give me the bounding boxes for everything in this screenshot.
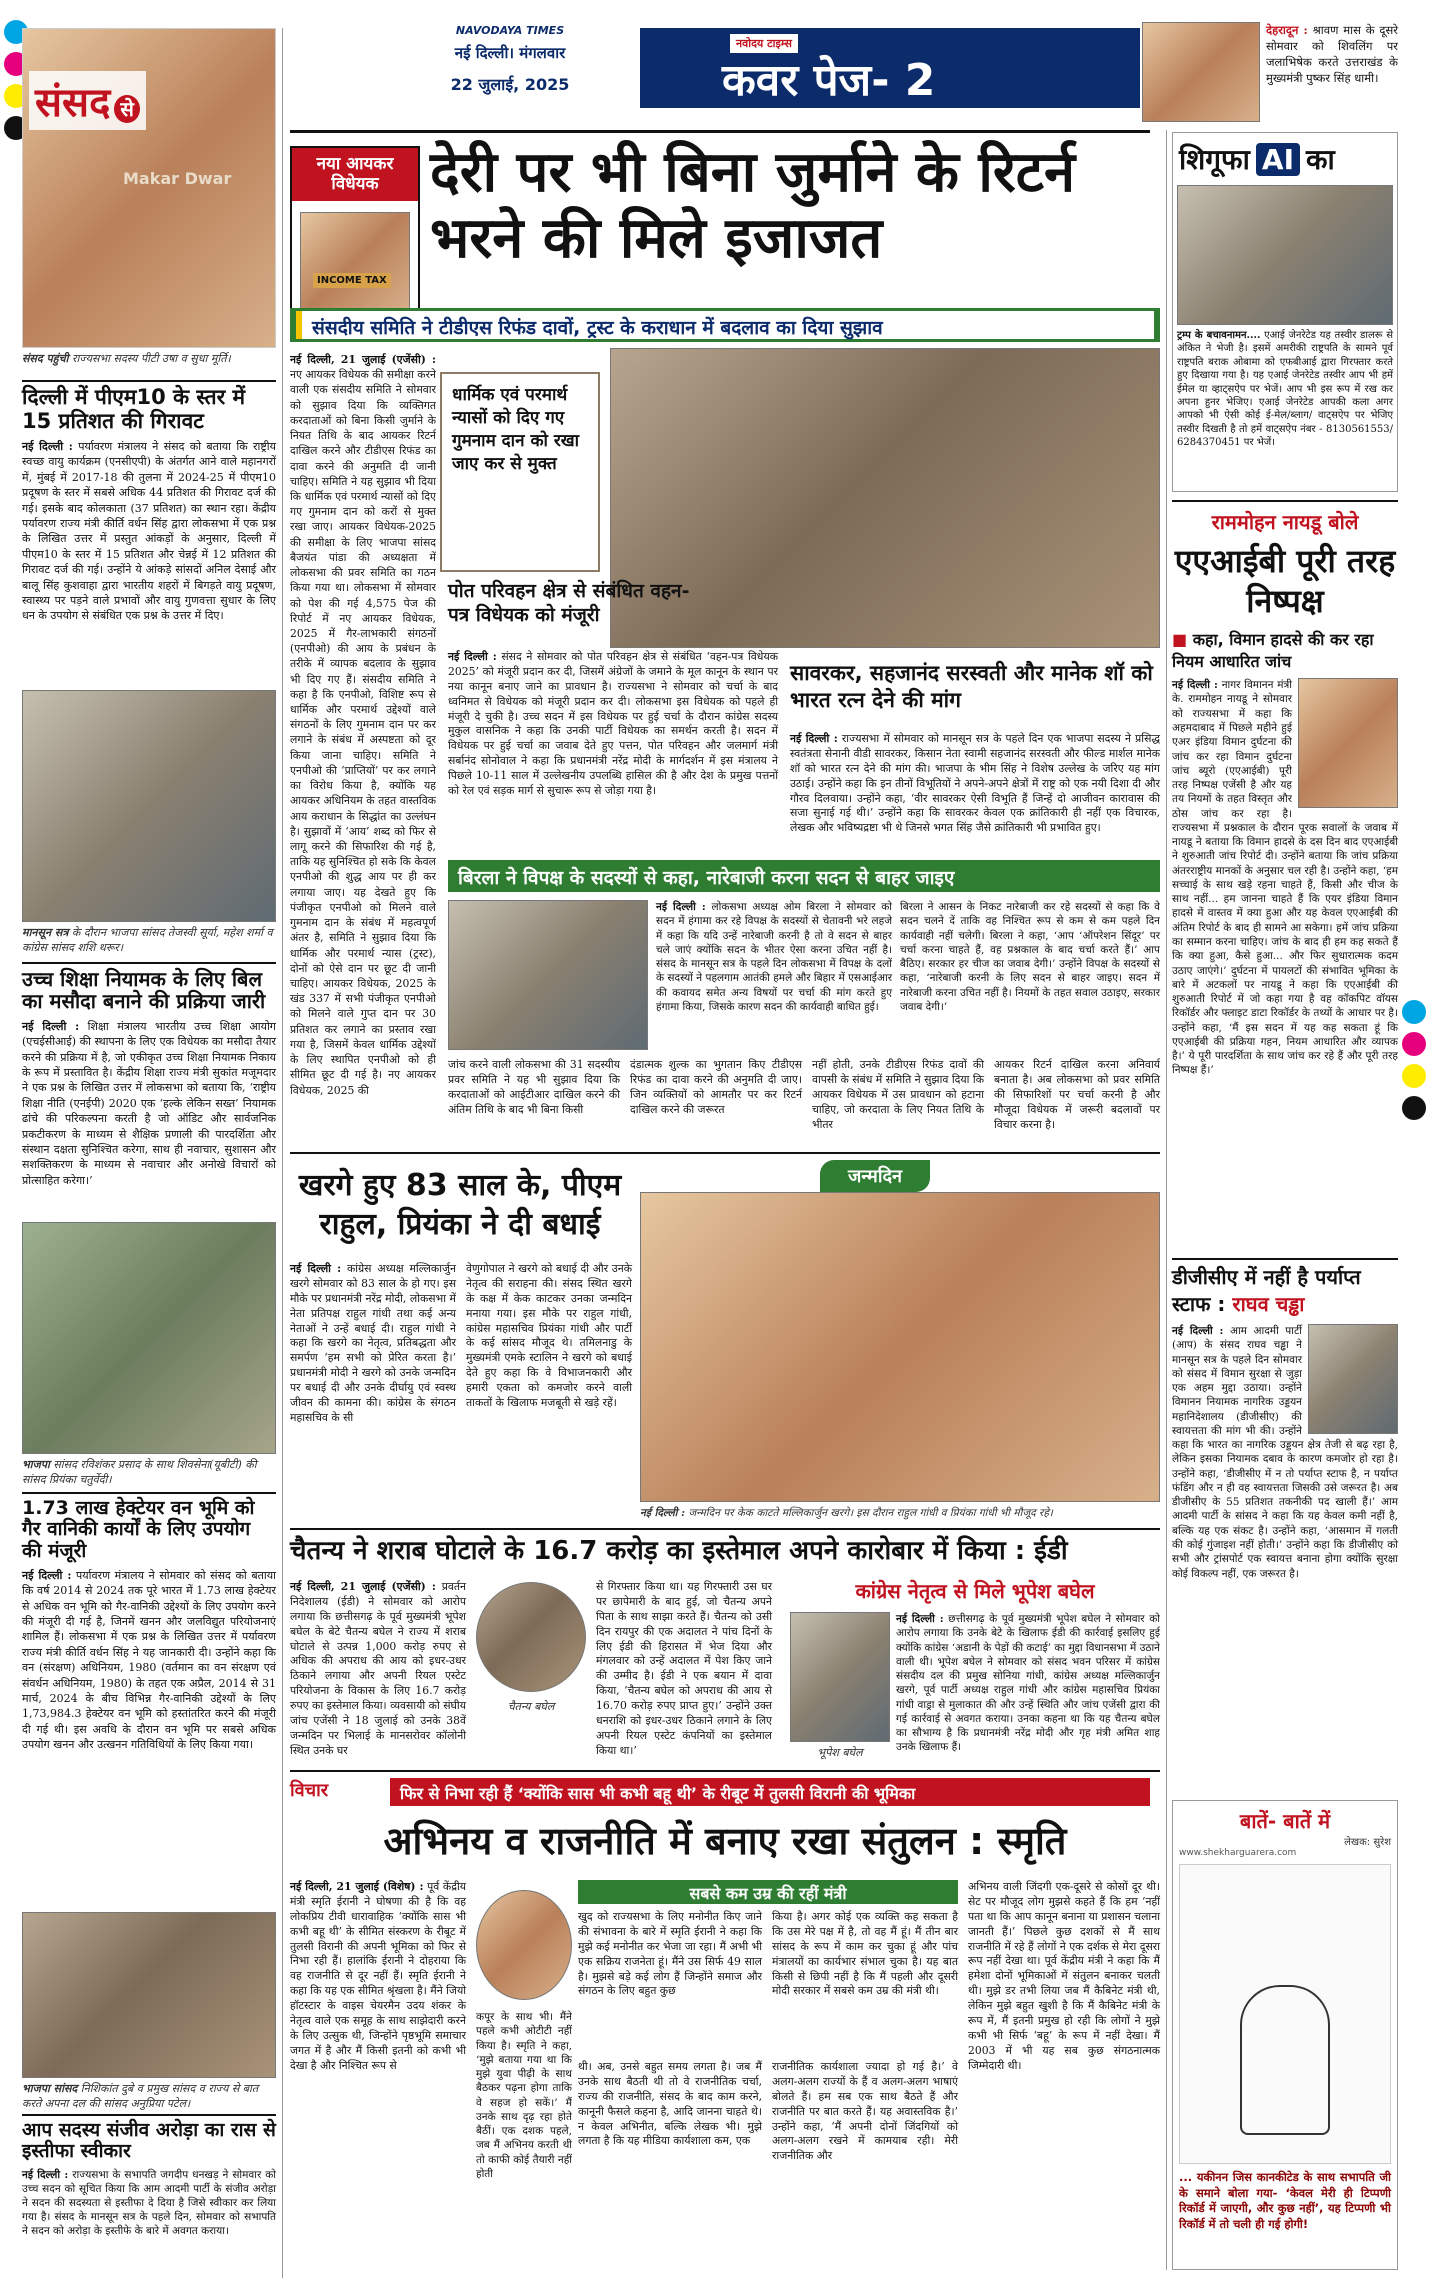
smriti-headline: अभिनय व राजनीति में बनाए रखा संतुलन : स्मृति	[383, 1819, 1067, 1863]
sansad-se-title	[29, 71, 146, 130]
smriti-body-c2	[578, 2060, 762, 2149]
left-photo-2-caption-text: के दौरान भाजपा सांसद तेजस्वी सूर्या, महेश शर्मा व कांग्रेस सांसद शशि थरूर।	[22, 926, 273, 954]
dehradun-body: श्रावण मास के दूसरे सोमवार को शिवलिंग पर जलाभिषेक करते उत्तराखंड के मुख्यमंत्री पुष्कर सिंह धामी।	[1266, 23, 1398, 86]
arora-body	[22, 2168, 276, 2239]
kharge-photo-caption	[640, 1506, 1160, 1520]
shigufa-ai: AI	[1256, 143, 1300, 176]
issue-date: 22 जुलाई, 2025	[450, 75, 570, 94]
birla-dateline: नई दिल्ली :	[656, 901, 706, 913]
cmyk-mark-magenta-right	[1402, 1032, 1426, 1056]
smriti-body-d	[772, 2060, 958, 2164]
right-registration-strip	[1402, 1000, 1426, 1200]
chaitanya-body-a	[290, 1580, 466, 1759]
kharge-headline: खरगे हुए 83 साल के, पीएम राहुल, प्रियंका ने दी बधाई	[298, 1168, 622, 1242]
dehradun-photo	[1142, 22, 1260, 122]
sansad-se-banner	[22, 28, 276, 348]
arora-dateline: नई दिल्ली :	[22, 2168, 69, 2181]
left-photo-caption	[22, 352, 276, 367]
chaitanya-headline: चैतन्य ने शराब घोटाले के 16.7 करोड़ का इस्तेमाल अपने कारोबार में किया : ईडी	[290, 1536, 1068, 1566]
lead-body-column	[290, 352, 436, 1182]
lead-body-text: नए आयकर विधेयक की समीक्षा करने वाली एक संसदीय समिति ने सोमवार को सुझाव दिया कि व्यक्तिगत करदाताओं को बिना किसी जुर्माने के नियत तिथि के बाद आयकर रिटर्न दाखिल करने और टीडीएस रिफंड का दावा करने की अनुमति दी जानी चाहिए। समिति ने यह सुझाव भी दिया कि धार्मिक एवं परमार्थ न्यासों को दिए गए गुमनाम दान को करों से मुक्त रखा जाए। आयकर विधेयक-2025 की समीक्षा के लिए भाजपा सांसद बैजयंत पांडा की अध्यक्षता में लोकसभा की प्रवर समिति का गठन किया गया था। लोकसभा में सोमवार को पेश की गई 4,575 पेज की रिपोर्ट में नए आयकर विधेयक, 2025 में गैर-लाभकारी संगठनों (एनपीओ) की आय के प्रबंधन के तरीके में व्यापक बदलाव के सुझाव भी दिए गए हैं। संसदीय समिति ने कहा है कि एनपीओ, विशिष्ट रूप से धार्मिक और परमार्थ उद्देश्यों वाले संगठनों के लिए गुमनाम दान पर कर लगाने के संबंध में अस्पष्टता को दूर किया जाना चाहिए। समिति ने एनपीओ की ‘प्राप्तियों’ पर कर लगाने का विरोध किया है, क्योंकि यह आयकर अधिनियम के तहत वास्तविक आय कराधान के सिद्धांत का उल्लंघन है। सुझावों में ‘आय’ शब्द को फिर से लागू करने की सिफारिश की गई है, ताकि यह सुनिश्चित हो सके कि केवल एनपीओ की शुद्ध आय पर ही कर लगाया जाए। यह देखते हुए कि पंजीकृत एनपीओ को मिलने वाले गुमनाम दान के संबंध में महत्वपूर्ण अंतर है, समिति ने सुझाव दिया कि धार्मिक और परमार्थ न्यास (ट्रस्ट), दोनों को ऐसे दान पर छूट दी जानी चाहिए। आयकर विधेयक, 2025 के खंड 337 में सभी पंजीकृत एनपीओ को मिलने वाले गुप्त दान पर 30 प्रतिशत कर लगाने का प्रस्ताव रखा गया है, जिसमें केवल धार्मिक उद्देश्यों के लिए स्थापित एनपीओ को ही सीमित छूट दी गई है। नए आयकर विधेयक, 2025 की	[290, 368, 436, 1097]
shigufa-caption	[1173, 325, 1397, 454]
left-photo-4	[22, 1912, 276, 2078]
smriti-photo	[476, 1890, 572, 2000]
kharge-body-b-text: वेणुगोपाल ने खरगे को बधाई दी और उनके नेतृत्व की सराहना की। संसद स्थित खरगे के कक्ष में केक काटकर उनका जन्मदिन मनाया गया। इस मौके पर राहुल गांधी, कांग्रेस महासचिव प्रियंका गांधी और पार्टी के कई सांसद मौजूद थे। तमिलनाडु के मुख्यमंत्री एमके स्टालिन ने खरगे को बधाई देते हुए कहा कि वे विभाजनकारी और हमारी एकता को कमजोर करने वाली ताकतों के खिलाफ मजबूती से खड़े रहें।	[466, 1262, 632, 1410]
lead-cont-1: जांच करने वाली लोकसभा की 31 सदस्यीय प्रवर समिति ने यह भी सुझाव दिया कि करदाताओं को आईटीआर दाखिल करने की अंतिम तिथि के बाद भी बिना किसी	[448, 1058, 620, 1116]
shigufa-ka: का	[1306, 143, 1335, 176]
lead-strap-inner	[296, 311, 1154, 339]
birla-body-b-text: बिरला ने आसन के निकट नारेबाजी कर रहे सदस्यों से कहा कि वे सदन चलने दें ताकि वह निश्चित रूप से कम से कम पहले दिन कार्यवाही नहीं चलेगी। बिरला ने कहा, ‘आप ‘ऑपरेशन सिंदूर’ पर चर्चा करना चाहते हैं, वह प्रश्नकाल के बाद चर्चा करते हैं।’ आप बैठिए। सरकार हर चीज का जवाब देगी।’ उन्होंने विपक्ष के सदस्यों से कहा, ‘नारेबाजी करनी के लिए सदन से बाहर जाइए। सदन में नारेबाजी करना उचित नहीं है। नियमों के तहत सवाल उठाइए, सरकार जवाब देगी।’	[900, 901, 1160, 1013]
kharge-caption-text: जन्मदिन पर केक काटते मल्लिकार्जुन खरगे। इस दौरान राहुल गांधी व प्रियंका गांधी भी मौजूद रहे।	[688, 1507, 1053, 1519]
lead-headline: देरी पर भी बिना जुर्माने के रिटर्न भरने की मिले इजाजत	[430, 140, 1076, 272]
arora-story	[22, 2120, 276, 2238]
smriti-sub-box	[578, 1880, 958, 1904]
birla-body-b	[900, 900, 1160, 1014]
page-label: कवर पेज- 2	[722, 55, 936, 106]
cmyk-mark-black-right	[1402, 1096, 1426, 1120]
vichar-label: विचार	[290, 1780, 329, 1801]
left-photo-4-caption	[22, 2082, 276, 2112]
kharge-top-rule	[290, 1152, 1160, 1154]
shigufa-caption-text: एआई जेनरेटेड यह तस्वीर डालरू से अंकित ने भेजी है। इसमें अमरीकी राष्ट्रपति के सामने पूर्व राष्ट्रपति बराक ओबामा को एफबीआई द्वारा गिरफ्तार करते हुए दिखाया गया है। यह एआई जेनरेटेड तस्वीर आप भी हमें ईमेल या व्हाट्सऐप पर भेजें। आप भी इस रूप में रख कर अपना हुनर भेजिए। एआई जेनरेटेड आपकी कला अगर आपको भी ऐसी कोई ई-मेल/ब्लाग/ वाट्सऐप पर भेजिए तस्वीर दिखती है तो हमें वाट्सऐप नंबर - 8130561553/ 6284370451 पर भेजें।	[1177, 330, 1393, 449]
chaitanya-body-b	[596, 1580, 772, 1759]
birla-bar	[448, 860, 1160, 892]
baatein-title: बातें- बातें में	[1239, 1809, 1331, 1833]
chaitanya-dateline: नई दिल्ली, 21 जुलाई (एजेंसी) :	[290, 1580, 436, 1593]
chadha-story	[1172, 1264, 1398, 1581]
dehradun-text	[1266, 22, 1398, 86]
pm10-headline: दिल्ली में पीएम10 के स्तर में 15 प्रतिशत की गिरावट	[22, 385, 246, 433]
naidu-bullet: ■	[1172, 630, 1193, 649]
left-photo-3-caption-text: सांसद रविशंकर प्रसाद के साथ शिवसेना(यूबीटी) की सांसद प्रियंका चतुर्वेदी।	[22, 1458, 257, 1486]
baghel-body	[896, 1612, 1160, 1755]
lead-dateline: नई दिल्ली, 21 जुलाई (एजेंसी) :	[290, 353, 436, 366]
sansad-word: संसद	[35, 80, 111, 126]
forest-body-text: पर्यावरण मंत्रालय ने सोमवार को संसद को बताया कि वर्ष 2014 से 2024 तक पूरे भारत में 1.73 लाख हेक्टेयर से अधिक वन भूमि को गैर-वानिकी उद्देश्यों के लिए उपयोग करने की मंजूरी दी गई है, जिनमें खनन और जलविद्युत परियोजनाएं शामिल हैं। लोकसभा में एक प्रश्न के लिखित उत्तर में पर्यावरण राज्य मंत्री कीर्ति वर्धन सिंह ने यह जानकारी दी। उन्होंने कहा कि वन (संरक्षण) अधिनियम, 1980 (वर्तमान का वन संरक्षण एवं संवर्धन अधिनियम, 1980) के तहत एक अप्रैल, 2014 से 31 मार्च, 2024 के बीच विभिन्न गैर-वानिकी उद्देश्यों के लिए 1,73,984.3 हेक्टेयर वन भूमि को हस्तांतरित करने की मंजूरी दी गई थी। इस अवधि के दौरान वन भूमि पर सबसे अधिक उपयोग खनन और उत्खनन गतिविधियों के लिए किया गया।	[22, 1568, 276, 1752]
left-photo-2	[22, 690, 276, 922]
arora-body-text: राज्यसभा के सभापति जगदीप धनखड़ ने सोमवार को उच्च सदन को सूचित किया कि आम आदमी पार्टी के संजीव अरोड़ा ने सदन की सदस्यता से इस्तीफा दे दिया है जिसे स्वीकार कर लिया गया है। संसद के मानसून सत्र के पहले दिन, सोमवार को सभापति ने सदन को अरोड़ा के इस्तीफे के बारे में अवगत कराया।	[22, 2168, 276, 2238]
place-day: नई दिल्ली। मंगलवार	[454, 44, 566, 62]
baghel-photo-caption: भूपेश बघेल	[817, 1746, 863, 1759]
baghel-dateline: नई दिल्ली :	[896, 1613, 944, 1625]
bharat-ratna-body-text: राज्यसभा में सोमवार को मानसून सत्र के पहले दिन एक भाजपा सदस्य ने प्रसिद्ध स्वतंत्रता सेनानी वीडी सावरकर, किसान नेता स्वामी सहजानंद सरस्वती और फील्ड मार्शल मानेक शॉ को भारत रत्न देने की मांग की। भाजपा के भीम सिंह ने विशेष उल्लेख के जरिए यह मांग उठाई। उन्होंने कहा कि इन तीनों विभूतियों ने अपने-अपने क्षेत्रों में राष्ट्र को एक नयी दिशा दी और गौरव दिलवाया। उन्होंने कहा, ‘वीर सावरकर ऐसी विभूति हैं जिन्हें दो आजीवन कारावास की सजा सुनाई गई थी।’ उन्होंने कहा कि सावरकर केवल एक क्रांतिकारी ही नहीं एक विचारक, लेखक और भविष्यद्रष्टा भी थे जिनसे भगत सिंह जैसे क्रांतिकारी भी प्रभावित हुए।	[790, 732, 1160, 835]
makar-dwar-sign: Makar Dwar	[123, 169, 232, 188]
baghel-photo	[790, 1612, 890, 1742]
shigufa-box	[1172, 132, 1398, 492]
smriti-body-b2-text: कपूर के साथ भी। मैंने पहले कभी ओटीटी नहीं किया है। स्मृति ने कहा, ‘मुझे बताया गया था कि मुझे युवा पीढ़ी के साथ बैठकर पढ़ना होगा ताकि वे सहज हो सकें।’ मैं उनके साथ दृढ़ रहा होते बैठीं। एक दशक पहले, जब मैं अभिनय करती थी तो काफी कोई तैयारी नहीं होती	[476, 2011, 572, 2180]
ports-body	[448, 650, 778, 799]
higher-edu-body	[22, 1019, 276, 1188]
left-photo-3	[22, 1222, 276, 1454]
naidu-body-text: नागर विमानन मंत्री के. राममोहन नायडू ने सोमवार को राज्यसभा में कहा कि अहमदाबाद में पिछले महीने हुई एअर इंडिया विमान दुर्घटना की जांच कर रहा विमान दुर्घटना जांच ब्यूरो (एएआईबी) पूरी तरह निष्पक्ष एजेंसी है और यह तय नियमों के तहत विस्तृत और ठोस जांच कर रहा है। राज्यसभा में प्रश्नकाल के दौरान पूरक सवालों के जवाब में नायडू ने बताया कि विमान हादसे के दस दिन बाद एएआईबी ने शुरुआती जांच रिपोर्ट दी। उन्होंने बताया कि जांच प्रक्रिया अंतरराष्ट्रीय मानकों के अनुसार चल रही है। उन्होंने कहा, ‘हम सच्चाई के साथ खड़े रहना चाहते हैं, किसी और चीज के साथ नहीं... हम जानना चाहते हैं कि एयर इंडिया विमान हादसे में वास्तव में क्या हुआ और यह केवल एएआईबी की अंतिम रिपोर्ट के बाद ही सामने आ सकेगा। हमें जांच प्रक्रिया का सम्मान करना चाहिए। जांच के बाद ही हम कह सकते हैं कि क्या हुआ, कैसे हुआ... और फिर सुधारात्मक कदम उठाए जाएंगे।’ दुर्घटना में पायलटों की संभावित भूमिका के बारे में अटकलों पर नायडू ने कहा कि एएआईबी की शुरुआती रिपोर्ट में जो कहा गया है वह कॉकपिट वॉयस रिकॉर्डर और फ्लाइट डाटा रिकॉर्डर के तथ्यों के आधार पर है। उन्होंने कहा, ‘मैं इस सदन में यह कह सकता हूं कि एएआईबी की प्रक्रिया गहन, नियम आधारित और व्यापक है।’ ये पूरी पारदर्शिता के साथ जांच कर रहे हैं और पूरी तरह निष्पक्ष हैं।’	[1172, 679, 1398, 1077]
lead-cont-4: आयकर रिटर्न दाखिल करना अनिवार्य बनाता है। अब लोकसभा को प्रवर समिति की सिफारिशों पर चर्चा करनी है और मौजूदा विधेयक में जरूरी बदलावों पर विचार करना है।	[994, 1058, 1160, 1131]
higher-edu-body-text: शिक्षा मंत्रालय भारतीय उच्च शिक्षा आयोग (एचईसीआई) की स्थापना के लिए एक विधेयक का मसौदा तैयार करने की प्रक्रिया में है, जो एकीकृत उच्च शिक्षा नियामक निकाय के रूप में प्रस्तावित है। केंद्रीय शिक्षा राज्य मंत्री सुकांत मजूमदार ने एक प्रश्न के लिखित उत्तर में लोकसभा को बताया कि, ‘राष्ट्रीय शिक्षा नीति (एनईपी) 2020 एक ‘हल्के लेकिन सख्त’ नियामक ढांचे की परिकल्पना करती है जो ऑडिट और सार्वजनिक प्रकटीकरण के माध्यम से शैक्षिक प्रणाली की पारदर्शिता और संस्थान दक्षता सुनिश्चित करेगा, साथ ही नवाचार, सुशासन और सशक्तिकरण के माध्यम से नवाचार और अनोखे विचारों को प्रोत्साहित करेगा।’	[22, 1019, 276, 1187]
baghel-headline: कांग्रेस नेतृत्व से मिले भूपेश बघेल	[855, 1579, 1095, 1603]
chaitanya-body-b-text: से गिरफ्तार किया था। यह गिरफ्तारी उस घर पर छापेमारी के बाद हुई, जो चैतन्य अपने पिता के साथ साझा करते हैं। चैतन्य को उसी दिन रायपुर की एक अदालत ने पांच दिनों के लिए ईडी की हिरासत में भेज दिया और मंगलवार को उन्हें अदालत में पेश किए जाने की उम्मीद है। ईडी ने एक बयान में दावा किया, ‘चैतन्य बघेल को अपराध की आय से 16.70 करोड़ रुपए प्राप्त हुए।’ उन्होंने उक्त धनराशि को इधर-उधर ठिकाने लगाने के लिए अपनी रियल एस्टेट कंपनियों का इस्तेमाल किया था।’	[596, 1580, 772, 1757]
smriti-top-rule	[290, 1770, 1160, 1772]
baatein-url: www.shekharguarera.com	[1179, 1848, 1297, 1858]
kharge-dateline: नई दिल्ली :	[290, 1262, 342, 1275]
cmyk-mark-yellow-right	[1402, 1064, 1426, 1088]
lead-quote-text: धार्मिक एवं परमार्थ न्यासों को दिए गए गुमनाम दान को रखा जाए कर से मुक्त	[452, 385, 580, 474]
lead-top-rule	[290, 130, 1150, 133]
naidu-top-rule	[1172, 500, 1398, 502]
smriti-body-a-text: पूर्व केंद्रीय मंत्री स्मृति ईरानी ने घोषणा की है कि वह लोकप्रिय टीवी धारावाहिक ‘क्योंकि सास भी कभी बहू थी’ के सीमित संस्करण के रीबूट में तुलसी विरानी की अपनी भूमिका को फिर से निभा रही हैं। हालांकि ईरानी ने दोहराया कि वह राजनीति से दूर नहीं हैं। स्मृति ईरानी ने कहा कि यह एक सीमित श्रृंखला है। मैंने जियो हॉटस्टार के वाइस चेयरमैन उदय शंकर के नेतृत्व वाले एक समूह के साथ साझेदारी करने के लिए उत्सुक थी, जिन्होंने पृष्ठभूमि समाचार जगत में है और मैं किसी इतनी को कभी भी देखा है और निश्चित रूप से	[290, 1880, 467, 2072]
smriti-body-c2-text: थी। अब, उनसे बहुत समय लगता है। जब मैं उनके साथ बैठती थी तो वे राजनीतिक चर्चा, राज्य की राजनीति, संसद के बाद काम करने, कानूनी फैसले कहना है, आदि जानना चाहते थे। न केवल अभिनीत, बल्कि लेखक भी। मुझे लगता है कि यह मीडिया कार्यशाला कम, एक	[578, 2060, 762, 2148]
chadha-photo	[1308, 1324, 1398, 1434]
lead-tag-line2: विधेयक	[331, 174, 379, 195]
left-rule-3	[22, 1492, 276, 1494]
forest-dateline: नई दिल्ली :	[22, 1568, 72, 1582]
janmdin-tag	[820, 1160, 930, 1192]
birla-body-a-text: लोकसभा अध्यक्ष ओम बिरला ने सोमवार को सदन में हंगामा कर रहे विपक्ष के सदस्यों से चेतावनी भरे लहजे में कहा कि यदि उन्हें नारेबाजी करनी है तो वे सदन से बाहर चले जाएं क्योंकि सदन के भीतर ऐसा करना उचित नहीं है। संसद के मानसून सत्र के पहले दिन लोकसभा में विपक्ष के दलों के सदस्यों ने पहलगाम आतंकी हमले और बिहार में एसआईआर की कवायद समेत अन्य विषयों पर चर्चा की मांग करते हुए हंगामा किया, जिसके कारण सदन की कार्यवाही बाधित हुई।	[656, 901, 892, 1013]
shigufa-label: शिगूफा	[1179, 143, 1250, 176]
chadha-dateline: नई दिल्ली :	[1172, 1325, 1224, 1337]
dehradun-box	[1142, 22, 1398, 122]
income-tax-label: INCOME TAX	[313, 273, 391, 288]
lead-tag	[292, 148, 418, 201]
smriti-body-e-text: अभिनय वाली जिंदगी एक-दूसरे से कोसों दूर थी। सेट पर मौजूद लोग मुझसे कहते हैं कि हम ‘नहीं पता था कि आप कानून बनाना या प्रशासन चलाना जानती हैं।’ पिछले कुछ दशकों से मैं साथ राजनीति में रहे हैं लोगों ने एक दर्शक से मेरा दूसरा रूप नहीं देखा था। पूर्व केंद्रीय मंत्री ने कहा कि मैं हमेशा दोनों भूमिकाओं में संतुलन बनाकर चलती थी। मुझे डर तभी लिया जब मैं कैबिनेट मंत्री थी, लेकिन मुझे बहुत खुशी है कि मैं कैबिनेट मंत्री के रूप में, मैं इतनी प्रमुख हो रही कि लोगों ने मुझे कभी भी सिर्फ ‘बहू’ के रूप में नहीं देखा। मैं 2003 में भी यह सब कुछ संगठनात्मक जिम्मेदारी थी।	[968, 1880, 1160, 2072]
smriti-body-c-text: किया है। अगर कोई एक व्यक्ति कह सकता है कि उस मेरे पक्ष में है, तो वह मैं हूं। मैं तीन बार सांसद के रूप में काम कर चुका हूं और पांच मंत्रालयों का कार्यभार संभाल चुका है। यह बात किसी से छिपी नहीं है कि मैं पहली और दूसरी मोदी सरकार में सबसे कम उम्र की मंत्री थी।	[772, 1910, 958, 1998]
arora-headline: आप सदस्य संजीव अरोड़ा का रास से इस्तीफा स्वीकार	[22, 2119, 276, 2163]
chadha-top-rule	[1172, 1258, 1398, 1260]
publisher-name: NAVODAYA TIMES	[455, 24, 565, 37]
naidu-sub	[1172, 629, 1398, 672]
smriti-body-d-text: राजनीतिक कार्यशाला ज्यादा हो गई है।’ वे अलग-अलग राज्यों के हैं व अलग-अलग भाषाएं बोलते हैं। हम सब एक साथ बैठते हैं और राजनीति पर बात करते हैं। यह अवास्तविक है।’ उन्होंने कहा, ‘मैं अपनी दोनों जिंदगियों को अलग-अलग रखने में कामयाब रही। मेरी राजनीतिक और	[772, 2060, 958, 2163]
cartoon-figure	[1240, 1985, 1330, 2135]
bharat-ratna-dateline: नई दिल्ली :	[790, 732, 838, 745]
forest-body	[22, 1568, 276, 1753]
left-rule-2	[22, 962, 276, 964]
naidu-dateline: नई दिल्ली :	[1172, 679, 1218, 692]
smriti-strap: फिर से निभा रही हैं ‘क्योंकि सास भी कभी बहू थी’ के रीबूट में तुलसी विरानी की भूमिका	[390, 1778, 1150, 1806]
smriti-body-b2	[476, 2010, 572, 2270]
lead-strap: संसदीय समिति ने टीडीएस रिफंड दावों, ट्रस्ट के कराधान में बदलाव का दिया सुझाव	[312, 317, 883, 339]
naidu-sub-text: कहा, विमान हादसे की कर रहा नियम आधारित जांच	[1172, 630, 1374, 671]
naidu-headline: एएआईबी पूरी तरह निष्पक्ष	[1174, 542, 1396, 620]
left-photo-3-caption	[22, 1458, 276, 1488]
left-photo-3-caption-bold: भाजपा	[22, 1458, 50, 1471]
left-photo-caption-text: राज्यसभा सदस्य पीटी उषा व सुधा मूर्ति।	[71, 352, 231, 365]
kharge-body-b	[466, 1262, 632, 1411]
forest-headline: 1.73 लाख हेक्टेयर वन भूमि को गैर वानिकी कार्यों के लिए उपयोग की मंजूरी	[22, 1497, 255, 1562]
smriti-body-e	[968, 1880, 1160, 2074]
lead-tag-box	[290, 146, 420, 322]
baghel-body-text: छत्तीसगढ़ के पूर्व मुख्यमंत्री भूपेश बघेल ने सोमवार को आरोप लगाया कि उनके बेटे के खिलाफ ईडी की कार्रवाई इसलिए हुई क्योंकि कांग्रेस ‘अडानी के पेड़ों की कटाई’ का मुद्दा विधानसभा में उठाने वाली थी। भूपेश बघेल ने सोमवार को संसद भवन परिसर में कांग्रेस संसदीय दल की प्रमुख सोनिया गांधी, कांग्रेस अध्यक्ष मल्लिकार्जुन खरगे, पूर्व पार्टी अध्यक्ष राहुल गांधी और कांग्रेस महासचिव प्रियंका गांधी वाड्रा से मुलाकात की और उन्हें स्थिति और जांच एजेंसी द्वारा की गई कार्रवाई से अवगत कराया। उनका कहना था कि यह चैतन्य बघेल का सौभाग्य है कि प्रधानमंत्री नरेंद्र मोदी और गृह मंत्री अमित शाह उनके खिलाफ हैं।	[896, 1613, 1160, 1754]
kharge-body-a-text: कांग्रेस अध्यक्ष मल्लिकार्जुन खरगे सोमवार को 83 साल के हो गए। इस मौके पर प्रधानमंत्री नरेंद्र मोदी, लोकसभा में नेता प्रतिपक्ष राहुल गांधी तथा कई अन्य नेताओं ने उन्हें बधाई दी। राहुल गांधी ने कहा कि खरगे का नेतृत्व, प्रतिबद्धता और समर्पण ‘हम सभी को प्रेरित करता है।’ प्रधानमंत्री मोदी ने खरगे को उनके जन्मदिन पर बधाई दी और उनके दीर्घायु एवं स्वस्थ जीवन की कामना की। कांग्रेस के संगठन महासचिव के सी	[290, 1262, 457, 1424]
left-photo-4-caption-text: निशिकांत दुबे व प्रमुख सांसद व राज्य से बात करते अपना दल की सांसद अनुप्रिया पटेल।	[22, 2082, 259, 2110]
higher-edu-dateline: नई दिल्ली :	[22, 1019, 80, 1033]
cartoon	[1179, 1864, 1391, 2164]
pm10-story	[22, 386, 276, 624]
smriti-sub-label: सबसे कम उम्र की रहीं मंत्री	[689, 1884, 847, 1903]
baatein-box	[1172, 1800, 1398, 2270]
birla-photo	[448, 900, 648, 1050]
shigufa-title	[1173, 133, 1397, 185]
shigufa-caption-bold: ट्रम्प के बचावनामन....	[1177, 330, 1261, 341]
chadha-headline-row	[1172, 1264, 1398, 1318]
cmyk-mark-cyan-right	[1402, 1000, 1426, 1024]
forest-story	[22, 1498, 276, 1752]
smriti-strap-row	[290, 1778, 1160, 1808]
income-tax-image	[300, 212, 410, 312]
chaitanya-top-rule	[290, 1528, 1160, 1530]
kharge-photo	[640, 1192, 1160, 1502]
smriti-body-c	[772, 1910, 958, 1999]
ports-dateline: नई दिल्ली :	[448, 650, 497, 663]
lead-quote	[440, 372, 600, 572]
se-word: से	[114, 95, 140, 123]
higher-edu-story	[22, 968, 276, 1188]
chaitanya-photo-caption: चैतन्य बघेल	[507, 1700, 555, 1713]
chadha-headline: डीजीसीए में नहीं है पर्याप्त स्टाफ :	[1172, 1265, 1361, 1316]
pm10-dateline: नई दिल्ली :	[22, 440, 73, 454]
center-right-divider	[1166, 130, 1167, 2270]
left-rule-4	[22, 2114, 276, 2116]
chaitanya-body-a-text: प्रवर्तन निदेशालय (ईडी) ने सोमवार को आरोप लगाया कि छत्तीसगढ़ के पूर्व मुख्यमंत्री भूपेश बघेल के बेटे चैतन्य बघेल ने राज्य में शराब घोटाले से उत्पन्न 1,000 करोड़ रुपए से अधिक की अपराध की आय को इधर-उधर ठिकाने लगाया और अपनी रियल एस्टेट परियोजना के विकास के लिए 16.7 करोड़ रुपए का इस्तेमाल किया। व्यवसायी को संघीय जांच एजेंसी ने 18 जुलाई को उनके 38वें जन्मदिन पर भिलाई के मानसरोवर कॉलोनी स्थित उनके घर	[290, 1580, 466, 1757]
janmdin-label: जन्मदिन	[847, 1166, 903, 1187]
bharat-ratna-body	[790, 732, 1160, 836]
smriti-dateline: नई दिल्ली, 21 जुलाई (विशेष) :	[290, 1880, 424, 1893]
chadha-body-text: आम आदमी पार्टी (आप) के संसद राघव चड्ढा ने मानसून सत्र के पहले दिन सोमवार को संसद में विमान सुरक्षा से जुड़ा एक अहम मुद्दा उठाया। उन्होंने विमानन नियामक नागरिक उड्डयन महानिदेशालय (डीजीसीए) की स्वायत्तता की मांग भी की। उन्होंने कहा कि भारत का नागरिक उड्डयन क्षेत्र तेजी से बढ़ रहा है, लेकिन इसका नियामक दबाव के कारण कमजोर हो रहा है। उन्होंने कहा, ‘डीजीसीए में न तो पर्याप्त स्टाफ है, न पर्याप्त फंडिंग और न ही वह स्वायत्तता जिसकी उसे जरूरत है। अब डीजीसीए के 55 प्रतिशत तकनीकी पद खाली हैं।’ आम आदमी पार्टी के सांसद ने कहा कि यह केवल कमी नहीं है, बल्कि यह एक संकट है। उन्होंने कहा, ‘आसमान में गलती की कोई गुंजाइश नहीं होती।’ उन्होंने कहा कि डीजीसीए को सभी और ट्रांसपोर्ट एक स्वायत्त बनाना होगा क्योंकि सुरक्षा कोई विकल्प नहीं, एक जरूरत है।	[1172, 1325, 1398, 1580]
logo-box: नवोदय टाइम्स	[730, 34, 798, 53]
left-photo-2-caption	[22, 926, 276, 956]
lead-cont-2: दंडात्मक शुल्क का भुगतान किए टीडीएस रिफंड का दावा करने की अनुमति दी जाए। जिन व्यक्तियों को आमतौर पर कर रिटर्न दाखिल करने की जरूरत	[630, 1058, 802, 1116]
lead-cont-3: नहीं होती, उनके टीडीएस रिफंड दावों की वापसी के संबंध में समिति ने सुझाव दिया कि आयकर विधेयक में उस प्रावधान को हटाना चाहिए, जो करदाता के लिए नियत तिथि के भीतर	[812, 1058, 984, 1131]
left-column-divider	[282, 28, 283, 2278]
smriti-body-a	[290, 1880, 466, 2074]
baatein-author: लेखक: सुरेश	[1344, 1837, 1391, 1848]
kharge-caption-bold: नई दिल्ली :	[640, 1507, 686, 1519]
chadha-name: राघव चड्ढा	[1232, 1292, 1305, 1316]
lead-tag-line1: नया आयकर	[316, 154, 394, 174]
chaitanya-photo	[476, 1582, 586, 1692]
birla-body-a	[656, 900, 892, 1014]
naidu-kicker: राममोहन नायडू बोले	[1211, 510, 1359, 534]
shigufa-photo	[1177, 185, 1393, 325]
naidu-photo	[1298, 678, 1398, 808]
smriti-body-b	[578, 1910, 762, 1999]
left-photo-2-caption-bold: मानसून सत्र	[22, 926, 69, 939]
kharge-body-a	[290, 1262, 456, 1426]
baatein-caption: ... यकीनन जिस कानकीटेड के साथ सभापति जी के समाने बोला गया- ‘केवल मेरी ही टिप्पणी रिकॉर्ड में जाएगी, और कुछ नहीं’, यह टिप्पणी भी रिकॉर्ड में तो चली ही गई होगी!	[1179, 2170, 1391, 2231]
naidu-story	[1172, 508, 1398, 1078]
page-banner	[640, 28, 1140, 108]
birla-headline: बिरला ने विपक्ष के सदस्यों से कहा, नारेबाजी करना सदन से बाहर जाइए	[458, 867, 955, 889]
dehradun-dateline: देहरादून :	[1266, 23, 1308, 37]
left-photo-caption-bold: संसद पहुंची	[22, 352, 69, 365]
smriti-body-b-text: खुद को राज्यसभा के लिए मनोनीत किए जाने की संभावना के बारे में स्मृति ईरानी ने कहा कि मुझे कई मनोनीत कर भेजा जा रहा। मैं अभी भी एक सक्रिय राजनेता हूं। मैंने उस सिर्फ 49 साल है। मुझसे बड़े कई लोग हैं जिन्होंने समाज और संगठन के लिए बहुत कुछ	[578, 1910, 762, 1998]
bharat-ratna-headline: सावरकर, सहजानंद सरस्वती और मानेक शॉ को भारत रत्न देने की मांग	[790, 661, 1153, 713]
ports-headline: पोत परिवहन क्षेत्र से संबंधित वहन-पत्र विधेयक को मंजूरी	[448, 580, 690, 626]
left-rule-1	[22, 380, 276, 382]
pm10-body-text: पर्यावरण मंत्रालय ने संसद को बताया कि राष्ट्रीय स्वच्छ वायु कार्यक्रम (एनसीएपी) के अंतर्गत आने वाले महानगरों में, मुंबई में 2017-18 की तुलना में 2024-25 में पीएम10 प्रदूषण के स्तर में सबसे अधिक 44 प्रतिशत की गिरावट दर्ज की गई। इसके बाद कोलकाता (37 प्रतिशत) का स्थान रहा। केंद्रीय पर्यावरण राज्य मंत्री कीर्ति वर्धन सिंह द्वारा लोकसभा में एक प्रश्न के लिखित उत्तर में प्रस्तुत आंकड़ों के अनुसार, दिल्ली में पीएम10 के स्तर में 15 प्रतिशत और चेन्नई में 12 प्रतिशत की गिरावट दर्ज की गई। उन्होंने ये आंकड़े सांसदों अनिल देसाई और बालू सिंह कुशवाहा द्वारा भारतीय शहरों में बिगड़ते वायु प्रदूषण, स्वास्थ्य पर पड़ने वाले प्रभावों और वायु गुणवत्ता सुधार के लिए धन के उपयोग से संबंधित एक प्रश्न के उत्तर में दिए।	[22, 440, 277, 623]
left-photo-4-caption-bold: भाजपा सांसद	[22, 2082, 78, 2095]
pm10-body	[22, 439, 276, 624]
higher-edu-headline: उच्च शिक्षा नियामक के लिए बिल का मसौदा बनाने की प्रक्रिया जारी	[22, 967, 266, 1014]
ports-body-text: संसद ने सोमवार को पोत परिवहन क्षेत्र से संबंधित ‘वहन-पत्र विधेयक 2025’ को मंजूरी प्रदान कर दी, जिसमें अंग्रेजों के जमाने के मूल कानून के स्थान पर नया कानून बनाए जाने का प्रावधान है। राज्यसभा ने सोमवार को चर्चा के बाद ध्वनिमत से विधेयक को मंजूरी प्रदान कर दी। लोकसभा इस विधेयक को पहले ही मंजूरी दे चुकी है। उच्च सदन में इस विधेयक पर हुई चर्चा के दौरान कांग्रेस सदस्य मुकुल वासनिक ने कहा कि उनकी पार्टी विधेयक का समर्थन करती है। सदन में विधेयक पर हुई चर्चा का जवाब देते हुए पत्तन, पोत परिवहन और जलमार्ग मंत्री सर्बानंद सोनोवाल ने कहा कि प्रधानमंत्री नरेंद्र मोदी के मार्गदर्शन में इस मंत्रालय ने पिछले 10-11 साल में उल्लेखनीय उपलब्धि हासिल की है और देश के प्रमुख पत्तनों को रेल एवं सड़क मार्ग से सुचारू रूप से जोड़ा गया है।	[448, 650, 778, 798]
